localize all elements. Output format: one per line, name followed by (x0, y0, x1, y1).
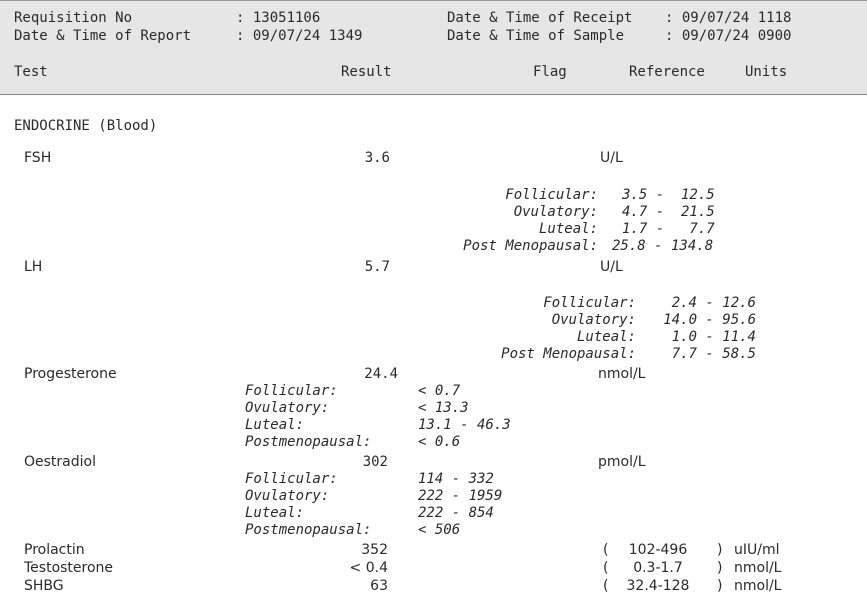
column-result: Result (341, 64, 392, 80)
report-time-value: : 09/07/24 1349 (236, 28, 363, 44)
ref-phase: Follicular: (505, 187, 598, 203)
ref-range: 222 - 854 (418, 505, 494, 521)
ref-range: < 13.3 (418, 400, 469, 416)
units-prolactin: uIU/ml (734, 542, 780, 558)
report-time-label: Date & Time of Report (14, 28, 192, 44)
ref-phase: Post Menopausal: (501, 346, 636, 362)
ref-range: 1.7 - 7.7 (622, 221, 715, 237)
test-name-progesterone: Progesterone (24, 366, 117, 382)
test-name-shbg: SHBG (24, 578, 64, 594)
receipt-time-value: : 09/07/24 1118 (665, 10, 792, 26)
ref-range: < 506 (418, 522, 461, 538)
units-progesterone: nmol/L (598, 366, 646, 382)
ref-phase: Ovulatory: (245, 400, 330, 416)
ref-range: 14.0 - 95.6 (663, 312, 756, 328)
ref-range: 13.1 - 46.3 (418, 417, 511, 433)
ref-range: 222 - 1959 (418, 488, 503, 504)
column-test: Test (14, 64, 48, 80)
ref-close-paren: ) (717, 542, 723, 558)
ref-phase: Follicular: (245, 471, 338, 487)
result-lh: 5.7 (364, 259, 390, 275)
ref-open-paren: ( (603, 578, 609, 594)
units-testosterone: nmol/L (734, 560, 782, 576)
ref-range: 4.7 - 21.5 (622, 204, 715, 220)
section-title: ENDOCRINE (Blood) (14, 118, 158, 134)
ref-phase: Postmenopausal: (245, 434, 372, 450)
ref-open-paren: ( (603, 542, 609, 558)
result-shbg: 63 (370, 578, 388, 594)
column-units: Units (745, 64, 788, 80)
sample-time-value: : 09/07/24 0900 (665, 28, 792, 44)
test-name-oestradiol: Oestradiol (24, 454, 96, 470)
test-name-testosterone: Testosterone (24, 560, 114, 576)
ref-phase: Follicular: (245, 383, 338, 399)
ref-range: 25.8 - 134.8 (612, 238, 714, 254)
units-shbg: nmol/L (734, 578, 782, 594)
result-testosterone: < 0.4 (349, 560, 388, 576)
requisition-label: Requisition No (14, 10, 133, 26)
ref-phase: Post Menopausal: (463, 238, 598, 254)
ref-range: < 0.7 (418, 383, 461, 399)
ref-range: 3.5 - 12.5 (622, 187, 715, 203)
ref-phase: Ovulatory: (513, 204, 598, 220)
test-name-prolactin: Prolactin (24, 542, 85, 558)
result-oestradiol: 302 (362, 454, 388, 470)
ref-range-prolactin: 102-496 (628, 542, 688, 558)
test-name-fsh: FSH (24, 150, 52, 166)
ref-close-paren: ) (717, 578, 723, 594)
ref-phase: Follicular: (543, 295, 636, 311)
units-oestradiol: pmol/L (598, 454, 646, 470)
ref-range-shbg: 32.4-128 (626, 578, 690, 594)
receipt-time-label: Date & Time of Receipt (447, 10, 633, 26)
result-progesterone: 24.4 (364, 366, 398, 382)
result-prolactin: 352 (361, 542, 388, 558)
requisition-value: : 13051106 (236, 10, 321, 26)
ref-range: 1.0 - 11.4 (671, 329, 756, 345)
units-lh: U/L (600, 259, 623, 275)
ref-range: 7.7 - 58.5 (671, 346, 756, 362)
ref-phase: Luteal: (538, 221, 598, 237)
ref-range: 2.4 - 12.6 (671, 295, 756, 311)
ref-range: 114 - 332 (418, 471, 494, 487)
result-fsh: 3.6 (364, 150, 390, 166)
ref-phase: Luteal: (245, 417, 305, 433)
sample-time-label: Date & Time of Sample (447, 28, 625, 44)
ref-phase: Ovulatory: (551, 312, 636, 328)
column-reference: Reference (629, 64, 705, 80)
units-fsh: U/L (600, 150, 623, 166)
ref-open-paren: ( (603, 560, 609, 576)
ref-close-paren: ) (717, 560, 723, 576)
ref-range-testosterone: 0.3-1.7 (633, 560, 683, 576)
ref-phase: Postmenopausal: (245, 522, 372, 538)
ref-phase: Luteal: (576, 329, 636, 345)
ref-phase: Ovulatory: (245, 488, 330, 504)
ref-phase: Luteal: (245, 505, 305, 521)
column-flag: Flag (533, 64, 567, 80)
test-name-lh: LH (24, 259, 43, 275)
ref-range: < 0.6 (418, 434, 461, 450)
